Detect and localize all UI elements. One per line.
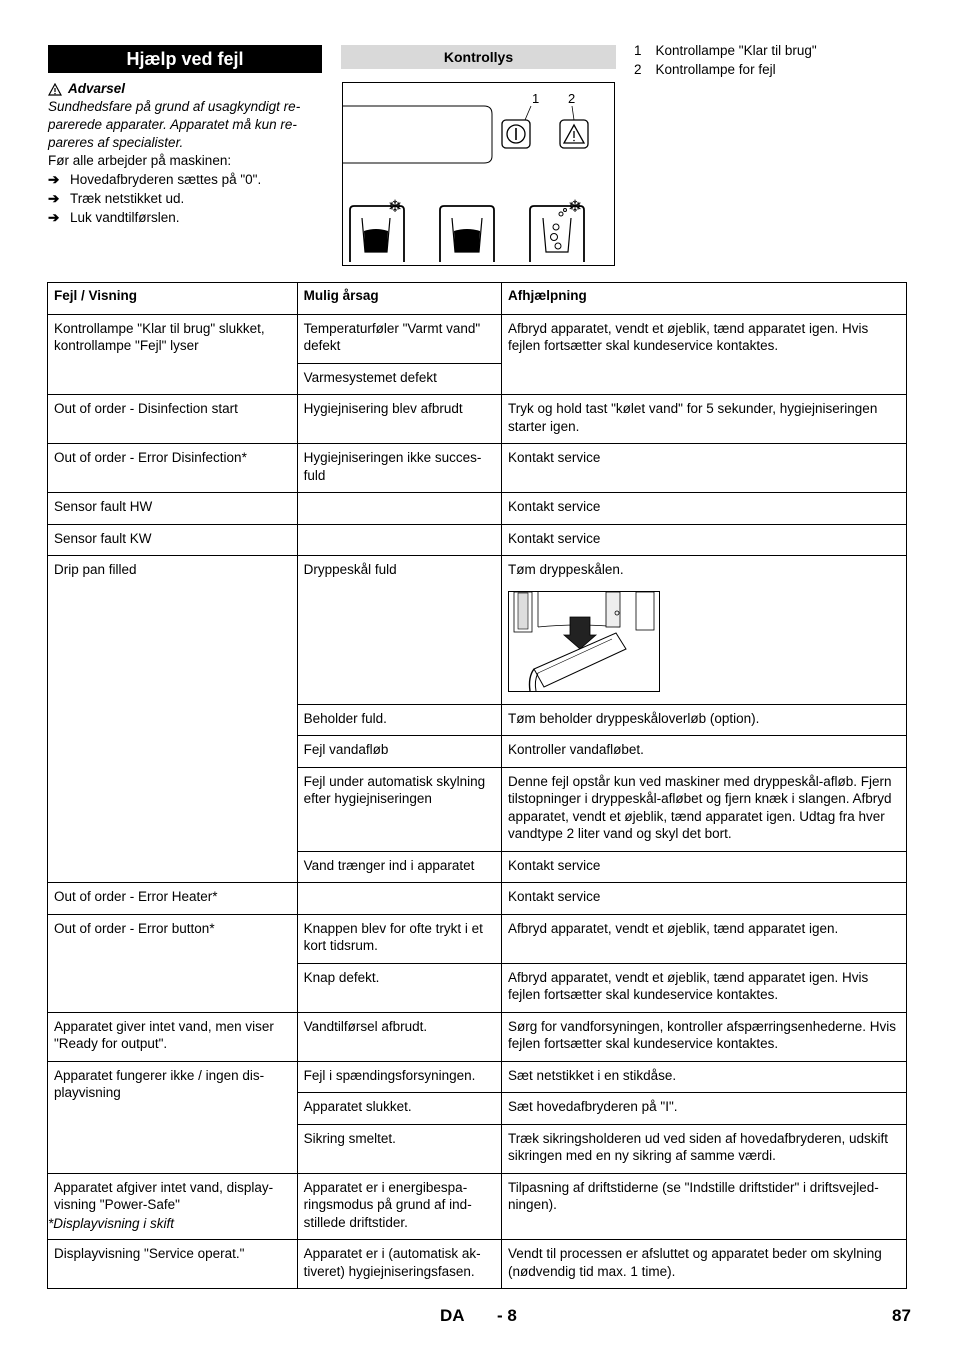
cause-cell: Knappen blev for ofte trykt i et kort tidsrum. bbox=[297, 914, 501, 963]
remedy-cell: Denne fejl opstår kun ved maskiner med dryppeskål-afløb. Fjern tilstopninger i dryppeskål-afløbet og fjern knæk i slangen. Afbryd apparatet, vendt et øjeblik, tænd apparatet igen. Udtag fra hver vandtype 2 liter vand og skyl det bort. bbox=[502, 767, 907, 851]
table-row bbox=[48, 395, 907, 444]
fault-cell: Out of order - Error Heater* bbox=[48, 883, 298, 915]
fault-cell: Out of order - Error button* bbox=[48, 914, 298, 1012]
cause-cell: Apparatet er i energibesparingsmodus på grund af indstillede driftstider. bbox=[297, 1173, 501, 1240]
remedy-cell: Kontakt service bbox=[502, 444, 907, 493]
snowflake-icon: ❄ bbox=[568, 197, 583, 217]
cause-cell bbox=[297, 524, 501, 556]
table-row bbox=[48, 883, 907, 915]
warning-triangle-icon bbox=[48, 83, 62, 96]
cause-cell: Varmesystemet defekt bbox=[297, 363, 501, 395]
table-row bbox=[48, 524, 907, 556]
table-row bbox=[48, 493, 907, 525]
warning-heading-label: Advarsel bbox=[68, 81, 126, 96]
remedy-cell: Kontakt service bbox=[502, 883, 907, 915]
table-header-row bbox=[48, 283, 907, 315]
cause-cell bbox=[297, 883, 501, 915]
fault-cell: Drip pan filled bbox=[48, 556, 298, 883]
control-panel-figure bbox=[342, 82, 615, 266]
cause-cell: Beholder fuld. bbox=[297, 704, 501, 736]
callout-2: 2 bbox=[568, 91, 576, 106]
control-lights-title: Kontrollys bbox=[341, 45, 616, 69]
header-fault: Fejl / Visning bbox=[48, 283, 298, 315]
fault-cell: Out of order - Disinfection start bbox=[48, 395, 298, 444]
remedy-cell: Tøm beholder dryppeskåloverløb (option). bbox=[502, 704, 907, 736]
cause-cell: Vand trænger ind i apparatet bbox=[297, 851, 501, 883]
header-remedy: Afhjælpning bbox=[502, 283, 907, 315]
cause-cell: Fejl under automatisk skylning efter hygiejniseringen bbox=[297, 767, 501, 851]
footer-page-number: 87 bbox=[892, 1306, 911, 1325]
warning-heading bbox=[48, 80, 323, 98]
remedy-cell: Afbryd apparatet, vendt et øjeblik, tænd apparatet igen. Hvis fejlen fortsætter skal kundeservice kontaktes. bbox=[502, 963, 907, 1012]
remedy-cell: Tilpasning af driftstiderne (se "Indstille driftstider" i driftsvejledningen). bbox=[502, 1173, 907, 1240]
warning-step bbox=[48, 171, 323, 189]
warning-step bbox=[48, 209, 323, 227]
table-row bbox=[48, 444, 907, 493]
fault-cell: Apparatet fungerer ikke / ingen displayvisning bbox=[48, 1061, 298, 1173]
remedy-cell: Vendt til processen er afsluttet og apparatet beder om skylning (nødvendig tid max. 1 time). bbox=[502, 1240, 907, 1289]
table-row bbox=[48, 1012, 907, 1061]
remedy-text: Tøm dryppeskålen. bbox=[508, 562, 624, 577]
warning-intro: Før alle arbejder på maskinen: bbox=[48, 153, 232, 168]
arrow-right-icon: ➔ bbox=[48, 172, 60, 187]
cause-cell: Vandtilførsel afbrudt. bbox=[297, 1012, 501, 1061]
drip-tray-figure bbox=[508, 591, 660, 692]
remedy-cell: Sæt hovedafbryderen på "I". bbox=[502, 1093, 907, 1125]
callout-1: 1 bbox=[532, 91, 540, 106]
remedy-cell: Tryk og hold tast "kølet vand" for 5 sekunder, hygiejniseringen starter igen. bbox=[502, 395, 907, 444]
header-cause: Mulig årsag bbox=[297, 283, 501, 315]
cause-cell: Fejl i spændingsforsyningen. bbox=[297, 1061, 501, 1093]
warning-text: Sundhedsfare på grund af usagkyndigt reparerede apparater. Apparatet må kun repareres af specialister. bbox=[48, 99, 301, 150]
remedy-cell: Træk sikringsholderen ud ved siden af hovedafbryderen, udskift sikringen med en ny sikring af samme værdi. bbox=[502, 1124, 907, 1173]
cause-cell: Hygiejniseringen ikke succesfuld bbox=[297, 444, 501, 493]
cause-cell: Knap defekt. bbox=[297, 963, 501, 1012]
fault-table bbox=[47, 282, 907, 1289]
table-row bbox=[48, 556, 907, 705]
remedy-cell: Afbryd apparatet, vendt et øjeblik, tænd apparatet igen. bbox=[502, 914, 907, 963]
table-row bbox=[48, 1173, 907, 1240]
remedy-cell: Afbryd apparatet, vendt et øjeblik, tænd apparatet igen. Hvis fejlen fortsætter skal kundeservice kontaktes. bbox=[502, 314, 907, 395]
cause-cell: Temperaturføler "Varmt vand" defekt bbox=[297, 314, 501, 363]
cause-cell: Dryppeskål fuld bbox=[297, 556, 501, 705]
snowflake-icon: ❄ bbox=[388, 197, 403, 217]
footnote: *Displayvisning i skift bbox=[48, 1216, 175, 1231]
remedy-cell: Sørg for vandforsyningen, kontroller afspærringsenhederne. Hvis fejlen fortsætter skal kundeservice kontaktes. bbox=[502, 1012, 907, 1061]
cause-cell: Apparatet er i (automatisk aktiveret) hygiejniseringsfasen. bbox=[297, 1240, 501, 1289]
cause-cell: Fejl vandafløb bbox=[297, 736, 501, 768]
legend-number: 2 bbox=[634, 62, 642, 77]
cause-cell bbox=[297, 493, 501, 525]
table-row bbox=[48, 1061, 907, 1093]
legend-item bbox=[634, 60, 817, 79]
legend-text: Kontrollampe "Klar til brug" bbox=[655, 43, 817, 58]
fault-cell: Out of order - Error Disinfection* bbox=[48, 444, 298, 493]
legend-item bbox=[634, 41, 817, 60]
table-row bbox=[48, 914, 907, 963]
arrow-right-icon: ➔ bbox=[48, 210, 60, 225]
remedy-cell: Sæt netstikket i en stikdåse. bbox=[502, 1061, 907, 1093]
fault-cell: Apparatet giver intet vand, men viser "Ready for output". bbox=[48, 1012, 298, 1061]
section-title: Hjælp ved fejl bbox=[48, 45, 322, 73]
cause-cell: Sikring smeltet. bbox=[297, 1124, 501, 1173]
warning-step-text: Hovedafbryderen sættes på "0". bbox=[70, 172, 262, 187]
cause-cell: Apparatet slukket. bbox=[297, 1093, 501, 1125]
remedy-cell: Kontakt service bbox=[502, 524, 907, 556]
footer-language: DA bbox=[440, 1306, 465, 1325]
remedy-cell: Kontakt service bbox=[502, 493, 907, 525]
warning-step-text: Luk vandtilførslen. bbox=[70, 210, 180, 225]
legend-text: Kontrollampe for fejl bbox=[655, 62, 776, 77]
remedy-cell bbox=[502, 556, 907, 705]
remedy-cell: Kontakt service bbox=[502, 851, 907, 883]
legend-number: 1 bbox=[634, 43, 642, 58]
warning-step-text: Træk netstikket ud. bbox=[70, 191, 185, 206]
table-row bbox=[48, 1240, 907, 1289]
fault-cell: Displayvisning "Service operat." bbox=[48, 1240, 298, 1289]
warning-step bbox=[48, 190, 323, 208]
control-legend bbox=[634, 41, 817, 79]
footer-section-page: - 8 bbox=[497, 1306, 517, 1325]
fault-cell: Sensor fault HW bbox=[48, 493, 298, 525]
fault-cell: Kontrollampe "Klar til brug" slukket, kontrollampe "Fejl" lyser bbox=[48, 314, 298, 395]
fault-cell: Sensor fault KW bbox=[48, 524, 298, 556]
cause-cell: Hygiejnisering blev afbrudt bbox=[297, 395, 501, 444]
table-row bbox=[48, 314, 907, 363]
remedy-cell: Kontroller vandafløbet. bbox=[502, 736, 907, 768]
arrow-right-icon: ➔ bbox=[48, 191, 60, 206]
warning-block bbox=[48, 80, 323, 227]
fault-cell: Apparatet afgiver intet vand, displayvisning "Power-Safe" bbox=[48, 1173, 298, 1240]
